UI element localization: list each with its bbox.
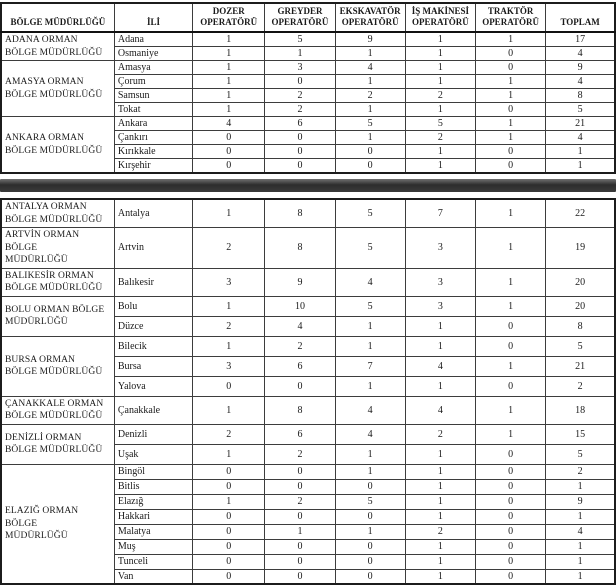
count-cell: 1 [193, 61, 265, 75]
count-cell: 0 [335, 509, 405, 524]
count-cell: 0 [476, 539, 546, 554]
region-directorate-cell: ARTVİN ORMAN BÖLGE MÜDÜRLÜĞÜ [1, 228, 114, 269]
province-cell: Denizli [114, 424, 192, 444]
total-cell: 1 [546, 145, 615, 159]
region-directorate-cell: BURSA ORMAN BÖLGE MÜDÜRLÜĞÜ [1, 336, 114, 396]
column-header: EKSKAVATÖR OPERATÖRÜ [335, 3, 405, 32]
total-cell: 9 [546, 494, 615, 509]
province-cell: Kırıkkale [114, 145, 192, 159]
count-cell: 0 [476, 103, 546, 117]
count-cell: 0 [476, 336, 546, 356]
total-cell: 1 [546, 569, 615, 584]
count-cell: 0 [476, 376, 546, 396]
total-cell: 4 [546, 524, 615, 539]
count-cell: 1 [476, 75, 546, 89]
province-cell: Balıkesir [114, 268, 192, 296]
count-cell: 2 [265, 336, 335, 356]
count-cell: 5 [335, 117, 405, 131]
province-cell: Tokat [114, 103, 192, 117]
count-cell: 0 [476, 524, 546, 539]
count-cell: 1 [405, 336, 475, 356]
table-header [1, 3, 615, 32]
count-cell: 4 [335, 396, 405, 424]
region-directorate-cell: BOLU ORMAN BÖLGE MÜDÜRLÜĞÜ [1, 296, 114, 336]
total-cell: 15 [546, 424, 615, 444]
count-cell: 0 [193, 376, 265, 396]
count-cell: 1 [193, 199, 265, 228]
count-cell: 0 [265, 464, 335, 479]
count-cell: 1 [476, 228, 546, 269]
count-cell: 1 [405, 569, 475, 584]
count-cell: 2 [405, 131, 475, 145]
province-cell: Amasya [114, 61, 192, 75]
count-cell: 1 [405, 103, 475, 117]
province-cell: Çanakkale [114, 396, 192, 424]
count-cell: 5 [265, 32, 335, 47]
region-directorate-cell: ANTALYA ORMAN BÖLGE MÜDÜRLÜĞÜ [1, 199, 114, 228]
province-cell: Van [114, 569, 192, 584]
count-cell: 1 [405, 316, 475, 336]
table-row [1, 396, 615, 424]
total-cell: 5 [546, 103, 615, 117]
count-cell: 1 [476, 268, 546, 296]
count-cell: 1 [405, 444, 475, 464]
region-directorate-cell: ELAZIĞ ORMAN BÖLGE MÜDÜRLÜĞÜ [1, 464, 114, 584]
table-row [1, 61, 615, 75]
count-cell: 1 [193, 47, 265, 61]
count-cell: 0 [265, 75, 335, 89]
count-cell: 4 [405, 356, 475, 376]
count-cell: 5 [335, 296, 405, 316]
count-cell: 5 [335, 228, 405, 269]
count-cell: 0 [335, 539, 405, 554]
count-cell: 3 [405, 296, 475, 316]
total-cell: 20 [546, 296, 615, 316]
total-cell: 20 [546, 268, 615, 296]
count-cell: 1 [193, 89, 265, 103]
count-cell: 0 [476, 509, 546, 524]
count-cell: 1 [335, 47, 405, 61]
count-cell: 1 [335, 316, 405, 336]
total-cell: 4 [546, 47, 615, 61]
count-cell: 1 [335, 103, 405, 117]
count-cell: 5 [335, 199, 405, 228]
column-header: İLİ [114, 3, 192, 32]
count-cell: 1 [476, 296, 546, 316]
count-cell: 6 [265, 117, 335, 131]
province-cell: Malatya [114, 524, 192, 539]
count-cell: 2 [265, 103, 335, 117]
count-cell: 1 [265, 524, 335, 539]
count-cell: 1 [335, 131, 405, 145]
count-cell: 1 [405, 61, 475, 75]
province-cell: Antalya [114, 199, 192, 228]
count-cell: 1 [405, 509, 475, 524]
region-directorate-cell: ÇANAKKALE ORMAN BÖLGE MÜDÜRLÜĞÜ [1, 396, 114, 424]
total-cell: 2 [546, 376, 615, 396]
count-cell: 4 [193, 117, 265, 131]
count-cell: 7 [405, 199, 475, 228]
count-cell: 1 [476, 199, 546, 228]
count-cell: 2 [405, 89, 475, 103]
total-cell: 1 [546, 539, 615, 554]
count-cell: 9 [265, 268, 335, 296]
table-row [1, 228, 615, 269]
count-cell: 0 [193, 539, 265, 554]
count-cell: 3 [405, 268, 475, 296]
total-cell: 4 [546, 131, 615, 145]
count-cell: 1 [405, 554, 475, 569]
column-header: TOPLAM [546, 3, 615, 32]
region-directorate-cell: BALIKESİR ORMAN BÖLGE MÜDÜRLÜĞÜ [1, 268, 114, 296]
count-cell: 0 [476, 316, 546, 336]
count-cell: 0 [265, 145, 335, 159]
count-cell: 0 [265, 509, 335, 524]
count-cell: 0 [335, 159, 405, 174]
count-cell: 0 [265, 569, 335, 584]
province-cell: Artvin [114, 228, 192, 269]
count-cell: 3 [265, 61, 335, 75]
total-cell: 8 [546, 316, 615, 336]
count-cell: 0 [265, 539, 335, 554]
total-cell: 1 [546, 479, 615, 494]
count-cell: 0 [265, 479, 335, 494]
count-cell: 0 [476, 494, 546, 509]
count-cell: 1 [193, 75, 265, 89]
operators-table-top [0, 2, 616, 174]
count-cell: 0 [476, 159, 546, 174]
count-cell: 1 [193, 296, 265, 316]
region-directorate-cell: ANKARA ORMAN BÖLGE MÜDÜRLÜĞÜ [1, 117, 114, 174]
count-cell: 0 [193, 569, 265, 584]
count-cell: 1 [476, 131, 546, 145]
table-row [1, 296, 615, 316]
total-cell: 1 [546, 554, 615, 569]
count-cell: 4 [265, 316, 335, 336]
count-cell: 4 [335, 268, 405, 296]
count-cell: 1 [335, 464, 405, 479]
total-cell: 19 [546, 228, 615, 269]
total-cell: 8 [546, 89, 615, 103]
province-cell: Ankara [114, 117, 192, 131]
count-cell: 1 [476, 396, 546, 424]
count-cell: 8 [265, 228, 335, 269]
table-row [1, 336, 615, 356]
count-cell: 6 [265, 356, 335, 376]
count-cell: 0 [476, 145, 546, 159]
count-cell: 1 [193, 32, 265, 47]
count-cell: 0 [335, 479, 405, 494]
province-cell: Çankırı [114, 131, 192, 145]
count-cell: 1 [476, 424, 546, 444]
count-cell: 1 [476, 356, 546, 376]
count-cell: 1 [193, 494, 265, 509]
section-divider-bar [0, 179, 616, 192]
total-cell: 9 [546, 61, 615, 75]
count-cell: 1 [335, 75, 405, 89]
count-cell: 1 [335, 376, 405, 396]
count-cell: 4 [405, 396, 475, 424]
count-cell: 1 [476, 117, 546, 131]
count-cell: 1 [405, 32, 475, 47]
count-cell: 2 [405, 524, 475, 539]
count-cell: 7 [335, 356, 405, 376]
total-cell: 21 [546, 356, 615, 376]
count-cell: 0 [335, 554, 405, 569]
count-cell: 1 [265, 47, 335, 61]
count-cell: 10 [265, 296, 335, 316]
region-directorate-cell: DENİZLİ ORMAN BÖLGE MÜDÜRLÜĞÜ [1, 424, 114, 464]
count-cell: 0 [476, 464, 546, 479]
count-cell: 1 [335, 336, 405, 356]
province-cell: Adana [114, 32, 192, 47]
province-cell: Bitlis [114, 479, 192, 494]
count-cell: 0 [193, 479, 265, 494]
count-cell: 0 [265, 554, 335, 569]
operators-table-bottom [0, 198, 616, 585]
count-cell: 2 [193, 228, 265, 269]
count-cell: 0 [476, 554, 546, 569]
count-cell: 0 [193, 464, 265, 479]
count-cell: 1 [405, 539, 475, 554]
count-cell: 0 [193, 131, 265, 145]
count-cell: 2 [405, 424, 475, 444]
count-cell: 8 [265, 199, 335, 228]
table-row [1, 199, 615, 228]
count-cell: 1 [335, 444, 405, 464]
region-directorate-cell: ADANA ORMAN BÖLGE MÜDÜRLÜĞÜ [1, 32, 114, 61]
count-cell: 0 [335, 569, 405, 584]
province-cell: Muş [114, 539, 192, 554]
province-cell: Çorum [114, 75, 192, 89]
count-cell: 4 [335, 424, 405, 444]
count-cell: 0 [476, 569, 546, 584]
table-row [1, 117, 615, 131]
province-cell: Yalova [114, 376, 192, 396]
column-header: TRAKTÖR OPERATÖRÜ [476, 3, 546, 32]
province-cell: Hakkari [114, 509, 192, 524]
count-cell: 2 [265, 89, 335, 103]
count-cell: 2 [265, 444, 335, 464]
count-cell: 2 [265, 494, 335, 509]
count-cell: 1 [476, 89, 546, 103]
province-cell: Samsun [114, 89, 192, 103]
count-cell: 0 [193, 145, 265, 159]
province-cell: Uşak [114, 444, 192, 464]
count-cell: 1 [405, 464, 475, 479]
count-cell: 1 [193, 103, 265, 117]
count-cell: 5 [335, 494, 405, 509]
count-cell: 5 [405, 117, 475, 131]
count-cell: 1 [405, 159, 475, 174]
count-cell: 3 [193, 268, 265, 296]
total-cell: 5 [546, 336, 615, 356]
count-cell: 1 [335, 524, 405, 539]
table-row [1, 464, 615, 479]
count-cell: 1 [193, 396, 265, 424]
count-cell: 0 [476, 61, 546, 75]
province-cell: Kırşehir [114, 159, 192, 174]
count-cell: 6 [265, 424, 335, 444]
count-cell: 3 [405, 228, 475, 269]
header-row [1, 3, 615, 32]
column-header: İŞ MAKİNESİ OPERATÖRÜ [405, 3, 475, 32]
column-header: BÖLGE MÜDÜRLÜĞÜ [1, 3, 114, 32]
count-cell: 1 [405, 47, 475, 61]
count-cell: 0 [335, 145, 405, 159]
count-cell: 0 [193, 554, 265, 569]
total-cell: 21 [546, 117, 615, 131]
count-cell: 1 [405, 75, 475, 89]
count-cell: 1 [405, 494, 475, 509]
total-cell: 2 [546, 464, 615, 479]
count-cell: 1 [476, 32, 546, 47]
province-cell: Bingöl [114, 464, 192, 479]
count-cell: 0 [476, 444, 546, 464]
column-header: GREYDER OPERATÖRÜ [265, 3, 335, 32]
province-cell: Bursa [114, 356, 192, 376]
count-cell: 0 [476, 47, 546, 61]
column-header: DOZER OPERATÖRÜ [193, 3, 265, 32]
count-cell: 0 [193, 524, 265, 539]
count-cell: 1 [193, 336, 265, 356]
count-cell: 0 [265, 159, 335, 174]
province-cell: Tunceli [114, 554, 192, 569]
count-cell: 0 [265, 131, 335, 145]
count-cell: 9 [335, 32, 405, 47]
count-cell: 1 [405, 145, 475, 159]
count-cell: 2 [335, 89, 405, 103]
province-cell: Bolu [114, 296, 192, 316]
count-cell: 2 [193, 424, 265, 444]
table-row [1, 424, 615, 444]
total-cell: 1 [546, 509, 615, 524]
count-cell: 3 [193, 356, 265, 376]
count-cell: 1 [405, 376, 475, 396]
province-cell: Elazığ [114, 494, 192, 509]
count-cell: 2 [193, 316, 265, 336]
count-cell: 0 [265, 376, 335, 396]
table-row [1, 32, 615, 47]
count-cell: 4 [335, 61, 405, 75]
count-cell: 0 [193, 509, 265, 524]
total-cell: 17 [546, 32, 615, 47]
count-cell: 8 [265, 396, 335, 424]
count-cell: 1 [193, 444, 265, 464]
count-cell: 0 [193, 159, 265, 174]
count-cell: 1 [405, 479, 475, 494]
province-cell: Düzce [114, 316, 192, 336]
total-cell: 4 [546, 75, 615, 89]
count-cell: 0 [476, 479, 546, 494]
table-row [1, 268, 615, 296]
total-cell: 22 [546, 199, 615, 228]
region-directorate-cell: AMASYA ORMAN BÖLGE MÜDÜRLÜĞÜ [1, 61, 114, 117]
province-cell: Osmaniye [114, 47, 192, 61]
province-cell: Bilecik [114, 336, 192, 356]
total-cell: 18 [546, 396, 615, 424]
total-cell: 1 [546, 159, 615, 174]
total-cell: 5 [546, 444, 615, 464]
